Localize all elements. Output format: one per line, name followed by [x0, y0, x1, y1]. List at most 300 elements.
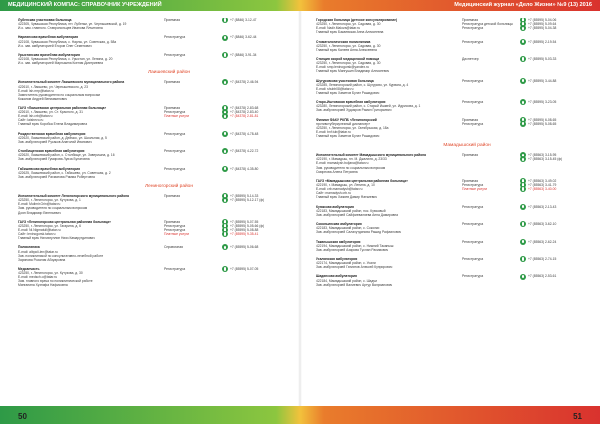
phone-row	[222, 167, 290, 171]
directory-entry	[18, 80, 290, 100]
role-label: Регистратура	[462, 257, 484, 261]
directory-entry	[316, 205, 588, 217]
phone-icon	[520, 99, 526, 105]
role-label: Регистратура	[462, 204, 484, 209]
entry-detail-line: E-mail: lsh.crb@tatar.ru	[18, 114, 53, 119]
entry-detail-line: 423250, г. Лениногорск, ул. Кутузова, д. 30	[18, 271, 83, 276]
phone-number[interactable]: +7 (85595) 5-06-68	[230, 245, 259, 250]
entry-phones	[222, 194, 290, 202]
role-label: Приемная	[462, 18, 479, 22]
entry-phones	[222, 80, 290, 84]
entry-detail-line: 422620, Лаишевский район, с. Столбище, ул. Заверишна, д. 16	[18, 153, 115, 158]
entry-detail-line: Главный врач Коробка Елена Владимировна	[18, 122, 88, 127]
phone-row	[520, 100, 588, 104]
phone-icon	[520, 156, 526, 162]
entry-detail-line: Сайт: leninogorsk.tatar.ru	[18, 232, 56, 237]
entry-detail-line: 422183, Мамадышский район, пос. Куюковый	[316, 208, 386, 213]
phone-number[interactable]: +7 (84378) 2-81-81	[230, 114, 259, 119]
phone-number[interactable]: +7 (85595) 5-03-33	[528, 57, 557, 62]
entry-info	[316, 18, 462, 34]
role-label: Регистратура	[462, 39, 484, 44]
entry-detail-line: Минганина Хузнифа Нафисовна	[18, 283, 68, 288]
role-label: Платные услуги	[164, 232, 190, 237]
phone-number[interactable]: +7 (84378) 4-35-80	[230, 166, 259, 171]
entry-detail-line: E-mail: shubh08@tatar.ru	[316, 86, 354, 91]
phone-row	[520, 26, 588, 30]
directory-entry	[18, 53, 290, 65]
institution-name: Шугуровская участковая больница	[316, 78, 374, 83]
entry-detail-line: 422625, Лаишевский район, с. Габишево, ул. Советская, д. 2	[18, 170, 111, 175]
entry-detail-line: Зав. поликлиникой по консультативно-лечебной работе	[18, 253, 104, 258]
entry-detail-line: Зав. амбулаторией Гатиятов Алексей Кунрирович	[316, 265, 393, 270]
entry-roles	[462, 118, 520, 126]
entry-detail-line: Зав. амбулаторией Худояров Рамил Григорьевич	[316, 108, 392, 113]
directory-entry	[316, 179, 588, 199]
role-label: Приемная	[164, 80, 181, 85]
phone-number[interactable]: +7 (85595) 3-44-88	[528, 78, 557, 83]
role-label: Регистратура	[462, 78, 484, 83]
directory-entry	[18, 132, 290, 144]
entry-detail-line: Главный врач Калеев Анна Алексеевна	[316, 47, 377, 52]
phone-icon	[520, 256, 526, 262]
phone-number[interactable]: +7 (85563) 2-74-15	[528, 257, 557, 261]
phone-icon	[520, 121, 526, 127]
phone-icon	[520, 78, 526, 84]
role-label: Регистратура	[164, 227, 186, 232]
directory-entry	[18, 35, 290, 47]
entry-phones	[520, 40, 588, 44]
phone-icon	[222, 231, 228, 237]
entry-info	[18, 245, 164, 261]
entry-detail-line: 422620, Лаишевский район, д. Деймос, ул. Школьная, д. 5	[18, 135, 107, 140]
entry-phones	[222, 267, 290, 271]
entry-phones	[520, 179, 588, 191]
entry-detail-line: Зав. амбулаторией Русаков Анатолий Иванович	[18, 139, 92, 144]
entry-detail-line: E-mail: lsh.mrp@tatar.ru	[18, 88, 54, 93]
entry-info	[18, 18, 164, 30]
entry-roles	[164, 80, 222, 84]
phone-icon	[222, 166, 228, 172]
phone-row	[520, 40, 588, 44]
entry-roles	[164, 167, 222, 171]
phone-icon	[520, 56, 526, 62]
phone-row	[520, 257, 588, 261]
phone-row	[222, 149, 290, 153]
phone-row	[520, 157, 588, 161]
entry-info	[316, 240, 462, 252]
entry-roles	[462, 179, 520, 191]
directory-entry	[316, 40, 588, 52]
entry-phones	[520, 205, 588, 209]
entry-detail-line: 422194, Мамадышский район, с. Нижний Таканыш	[316, 243, 394, 248]
entry-roles	[462, 274, 520, 278]
phone-number[interactable]: +7 (85595) 3-23-05	[528, 100, 557, 105]
entry-info	[316, 57, 462, 73]
phone-icon	[222, 18, 228, 23]
entry-detail-line: Доян Владимир Евгеньевич	[18, 210, 61, 215]
phone-number[interactable]: +7 (8846) 3-12-47	[230, 18, 257, 22]
entry-detail-line: 422610, г. Лаишево, ул. Ст. Красного, д. 31	[18, 110, 83, 115]
entry-detail-line: Зарипова Розалия Абзуаровна	[18, 257, 66, 262]
institution-name: Усалинская амбулатория	[316, 257, 358, 261]
entry-roles	[462, 57, 520, 61]
phone-number[interactable]: +7 (85595) 5-07-05	[230, 267, 259, 271]
entry-detail-line: Главный врач Бакаевская Анна Алексеевна	[316, 30, 384, 35]
institution-name: ГАУЗ «Мамадышская центральная районная больница»	[316, 178, 408, 183]
entry-info	[316, 179, 462, 199]
entry-phones	[222, 35, 290, 39]
entry-phones	[222, 245, 290, 249]
phone-icon	[222, 131, 228, 137]
entry-detail-line: 422190, г. Мамадыш, ул. Ленина, д. 10	[316, 183, 375, 188]
phone-number[interactable]: +7 (85595) 5-08-65	[528, 121, 557, 126]
phone-number[interactable]: +7 (85595) 2-19-54	[528, 39, 557, 44]
entry-detail-line: 423250, г. Лениногорск, ул. Октябрьская, д. 18а	[316, 125, 389, 130]
entry-detail-line: E-mail: smp.leninogorsk@yandex.ru	[316, 65, 370, 70]
directory-entry	[316, 222, 588, 234]
entry-detail-line: И.о. зав. амбулаторией Егоров Олег Семенович	[18, 43, 92, 48]
directory-entry	[316, 118, 588, 138]
institution-name: Старо-Иштовская врачебная амбулатория	[316, 100, 386, 105]
entry-detail-line: Зав. амбулаторией Салахутдинова Рашид Рафаэлович	[316, 230, 402, 235]
entry-info	[18, 149, 164, 161]
entry-info	[18, 80, 164, 100]
entry-detail-line: E-mail: Nadir.Malova@tatar.ru	[316, 26, 361, 31]
phone-icon	[222, 266, 228, 272]
entry-info	[316, 205, 462, 217]
entry-detail-line: Главный врач Хазиев Дамир Фаткиевич	[316, 195, 378, 200]
phone-number[interactable]: +7 (85563) 3-41-79	[528, 183, 557, 188]
entry-phones	[520, 222, 588, 226]
phone-row	[520, 240, 588, 244]
entry-phones	[222, 132, 290, 136]
directory-entry	[18, 18, 290, 30]
phone-icon	[222, 35, 228, 41]
entry-phones	[222, 167, 290, 171]
phone-row	[222, 53, 290, 57]
institution-name: Станция скорой медицинской помощи	[316, 57, 380, 62]
institution-name: Нарлинская врачебная амбулатория	[18, 35, 79, 40]
entry-info	[18, 53, 164, 65]
entry-phones	[520, 257, 588, 261]
entry-info	[316, 79, 462, 95]
entry-detail-line: Зав. амбулаторией Азарова Туслан Рахимович	[316, 247, 389, 252]
role-label: Платные услуги	[164, 114, 190, 119]
directory-entry	[18, 245, 290, 261]
entry-roles	[462, 240, 520, 244]
phone-icon	[520, 204, 526, 210]
institution-name: Куюкская амбулатория	[316, 204, 354, 209]
role-label: Платные услуги	[462, 187, 488, 192]
institution-name: Таканышская амбулатория	[316, 239, 361, 244]
role-label: Регистратура	[462, 239, 484, 244]
phone-icon	[222, 197, 228, 203]
entry-roles	[164, 267, 222, 271]
entry-phones	[222, 220, 290, 236]
phone-row	[520, 205, 588, 209]
entry-info	[18, 35, 164, 47]
entry-detail-line: E-mail: albpoli-len@tatar.ru	[18, 249, 58, 254]
entry-phones	[520, 240, 588, 244]
institution-name: Стоматологическая поликлиника	[316, 39, 371, 44]
phone-icon	[222, 148, 228, 154]
phone-row	[222, 132, 290, 136]
phone-icon	[520, 25, 526, 31]
entry-detail-line: 422174, Мамадышский район, с. Усали	[316, 261, 376, 266]
left-page	[18, 18, 290, 402]
entry-info	[316, 153, 462, 173]
entry-roles	[164, 18, 222, 22]
entry-detail-line: 422184, Мамадышский район, с. Шадчи	[316, 278, 377, 283]
phone-row	[222, 245, 290, 249]
district-heading: Мамадышский район	[443, 143, 491, 149]
institution-name: Лубенская участковая больница	[18, 18, 72, 22]
role-label: Регистратура	[164, 223, 186, 228]
entry-roles	[462, 153, 520, 157]
entry-roles	[462, 40, 520, 44]
role-label: Регистратура	[164, 166, 186, 171]
phone-row	[222, 232, 290, 236]
entry-roles	[164, 132, 222, 136]
phone-number[interactable]: +7 (84378) 2-46-94	[230, 80, 259, 85]
role-label: Регистратура	[164, 131, 186, 136]
phone-number[interactable]: +7 (85595) 5-05-66 (ф)	[230, 223, 265, 228]
entry-roles	[164, 194, 222, 198]
role-label: Регистратура	[164, 110, 186, 115]
entry-info	[18, 220, 164, 240]
district-heading: Лениногорский район	[145, 184, 193, 190]
entry-detail-line: 422305, Чувашская Республика, пгт. Лубенки, ул. Чернышевской, д. 19	[18, 22, 127, 27]
role-label: Справочная	[164, 245, 183, 250]
phone-number[interactable]: +7 (85595) 5-04-06	[528, 18, 557, 22]
entry-detail-line: Сайт: laishevo.ru	[18, 118, 44, 123]
institution-name: ГАУЗ «Лениногорская центральная районная больница»	[18, 219, 111, 224]
entry-detail-line: 423285, Лениногорский район, с. Шугурово, ул. Курвага, д. 4	[316, 82, 409, 87]
role-label: Регистратура	[462, 121, 484, 126]
directory-entry	[316, 257, 588, 269]
phone-row	[520, 187, 588, 191]
entry-detail-line: E-mail: Mulimir.Grin@tatar.ru	[18, 202, 61, 207]
entry-detail-line: 423250, г. Лениногорск, ул. Садовая, д. 30	[316, 61, 381, 66]
directory-entry	[18, 149, 290, 161]
entry-info	[18, 106, 164, 126]
entry-roles	[164, 149, 222, 153]
entry-detail-line: Главный врач Нигматуллин Нияз Камарутдинович	[18, 236, 95, 241]
role-label: Регистратура	[164, 52, 186, 57]
directory-entry	[316, 100, 588, 112]
phone-number[interactable]: +7 (85595) 5-09-64	[528, 22, 557, 27]
role-label: Приемная	[164, 194, 181, 199]
entry-phones	[520, 18, 588, 30]
phone-number[interactable]: +7 (85595) 5-14-33	[230, 194, 259, 199]
phone-number[interactable]: +7 (84378) 4-78-48	[230, 131, 259, 136]
entry-detail-line: противотуберкулезный диспансер»	[316, 121, 371, 126]
institution-name: Урыстанская врачебная амбулатория	[18, 52, 80, 57]
phone-number[interactable]: +7 (84378) 4-22-72	[230, 149, 259, 154]
phone-row	[222, 80, 290, 84]
phone-number[interactable]: +7 (84378) 2-83-68	[230, 106, 259, 111]
entry-detail-line: 422108, Чувашская Республика, с. Нарлы, ул. Советская, д. 58а	[18, 39, 117, 44]
entry-roles	[462, 79, 520, 83]
phone-number[interactable]: +7 (85563) 2-53-61	[528, 274, 557, 279]
institution-name: Столбищенская врачебная амбулатория	[18, 149, 85, 154]
directory-entry	[316, 153, 588, 173]
entry-detail-line: Зам. главного врача по поликлинической работе	[18, 279, 93, 284]
entry-detail-line: И.о. зав. амбулаторией Маргыкина Ксения Дмитриевна	[18, 61, 104, 66]
entry-info	[18, 167, 164, 179]
role-label: Диспетчер	[462, 57, 479, 62]
phone-number[interactable]: +7 (85595) 5-04-38	[528, 26, 557, 31]
entry-detail-line: Смирнова Алена Петровна	[316, 169, 358, 174]
phone-number[interactable]: +7 (85595) 6-08-65	[528, 117, 557, 122]
entry-detail-line: Кожанов Андрей Вениаминович	[18, 96, 68, 101]
directory-entry	[18, 267, 290, 287]
directory-entry	[316, 57, 588, 73]
entry-detail-line: 422183, Мамадышский район, с. Соколки	[316, 226, 380, 231]
entry-phones	[520, 79, 588, 83]
phone-row	[520, 274, 588, 278]
directory-entry	[316, 18, 588, 34]
entry-phones	[222, 53, 290, 57]
phone-icon	[222, 244, 228, 250]
role-label: Регистратура	[462, 222, 484, 227]
phone-icon	[520, 221, 526, 227]
entry-roles	[462, 18, 520, 30]
entry-detail-line: 423250, г. Лениногорск, ул. Садовая, д. 30	[316, 43, 381, 48]
right-page	[316, 18, 588, 402]
role-label: Приемная	[462, 117, 479, 122]
phone-row	[520, 222, 588, 226]
entry-detail-line: Зав. амбулаторией Валиевич Артур Валрианович	[316, 282, 393, 287]
phone-number[interactable]: +7 (8846) 3-62-44	[230, 35, 257, 40]
entry-info	[18, 132, 164, 144]
entry-detail-line: E-mail: bnf.tub@tatar.ru	[316, 129, 351, 134]
entry-detail-line: Главный врач Хаметов Булат Рашидович	[316, 90, 380, 95]
role-label: Регистратура	[462, 26, 484, 31]
directory-entry	[18, 106, 290, 126]
entry-roles	[462, 205, 520, 209]
entry-detail-line: 423250, г. Лениногорск, ул. Гагарина, д. 6	[18, 223, 81, 228]
phone-number[interactable]: +7 (85595) 5-07-55	[230, 219, 259, 224]
entry-detail-line: 423280, Лениногорский район, с. Старый Ишмей, ул. Идрисова, д. 1	[316, 104, 421, 109]
entry-roles	[164, 53, 222, 57]
entry-roles	[462, 222, 520, 226]
directory-entry	[18, 220, 290, 240]
entry-roles	[164, 35, 222, 39]
institution-name: Исполнительный комитет Лениногорского муниципального района	[18, 194, 130, 199]
directory-entry	[316, 274, 588, 286]
phone-row	[222, 35, 290, 39]
phone-row	[520, 79, 588, 83]
phone-number[interactable]: +7 (85595) 9-35-41	[230, 232, 259, 237]
role-label: Регистратура	[462, 274, 484, 279]
entry-info	[316, 100, 462, 112]
role-label: Приемная	[462, 153, 479, 158]
institution-name: ГАУЗ «Лаишевская центральная районная больница»	[18, 106, 107, 111]
entry-detail-line: Зав. амбулаторией Рахматова Римма Робертовна	[18, 174, 95, 179]
entry-detail-line: E-mail: medsch.o@tatar.ru	[18, 275, 58, 280]
role-label: Приемная	[164, 219, 181, 224]
institution-name: Рождественская врачебная амбулатория	[18, 131, 86, 136]
phone-row	[520, 122, 588, 126]
institution-name: Городская больница (детское консультирование)	[316, 18, 398, 22]
phone-number[interactable]: +7 (85563) 3-15-45 (ф)	[528, 157, 563, 162]
directory-entry	[316, 79, 588, 95]
directory-entry	[316, 240, 588, 252]
entry-roles	[164, 106, 222, 118]
role-label: Регистратура	[164, 267, 186, 271]
entry-phones	[222, 149, 290, 153]
entry-info	[316, 257, 462, 269]
phone-number[interactable]: +7 (85563) 3-15-95	[528, 153, 557, 158]
institution-name: Габишевская врачебная амбулатория	[18, 166, 81, 171]
entry-detail-line: Зав. амбулаторией Гумирова Луиза Булатовна	[18, 157, 90, 162]
entry-info	[316, 222, 462, 234]
phone-number[interactable]: +7 (85563) 3-62-10	[528, 222, 557, 227]
entry-detail-line: Зав. амбулаторией Сайфиеваляева Анна Дамировна	[316, 212, 398, 217]
entry-detail-line: Заместитель руководителя по социальным вопросам	[18, 92, 100, 97]
phone-number[interactable]: +7 (85563) 2-62-24	[528, 239, 557, 244]
phone-number[interactable]: +7 (85563) 2-13-43	[528, 204, 557, 209]
phone-icon	[520, 239, 526, 245]
phone-row	[222, 114, 290, 118]
entry-info	[18, 194, 164, 214]
entry-detail-line: 423250, г. Лениногорск, ул. Кутузова, д. 1	[18, 198, 81, 203]
phone-number[interactable]: +7 (85563) 3-49-02	[528, 178, 557, 183]
entry-phones	[520, 153, 588, 161]
phone-number[interactable]: +7 (8846) 3-91-34	[230, 52, 257, 57]
institution-name: Исполнительный комитет Лаишевского муниципального района	[18, 80, 125, 85]
phone-number[interactable]: +7 (84378) 2-83-40	[230, 110, 259, 115]
phone-number[interactable]: +7 (85563) 3-40-00	[528, 187, 557, 192]
entry-info	[316, 118, 462, 138]
entry-phones	[520, 118, 588, 126]
entry-detail-line: E-mail: crb.mamadysh@tatar.ru	[316, 187, 363, 192]
entry-roles	[164, 245, 222, 249]
entry-roles	[462, 100, 520, 104]
entry-detail-line: Главный врач Хаметов Булат Рашидович	[316, 134, 380, 138]
right-header-title: Медицинский журнал «Дело Жизни» №9 (13) 2016	[454, 2, 592, 8]
entry-detail-line: 422190, г. Мамадыш, пл. М. Джалиля, д. 23/33	[316, 157, 387, 162]
phone-number[interactable]: +7 (85595) 5-12-17 (ф)	[230, 198, 265, 203]
entry-detail-line: Сайт: mamadysh.crb.ru	[316, 191, 351, 196]
entry-detail-line: Зам. руководителя по социальным вопросам	[316, 165, 386, 170]
phone-icon	[520, 39, 526, 45]
institution-name: Филиал ФАКУ РКПБ «Лениногорский	[316, 117, 377, 122]
entry-detail-line: E-mail: Ni.Nigmatull@tatar.ru	[18, 227, 61, 232]
role-label: Регистратура	[164, 149, 186, 154]
phone-icon	[222, 113, 228, 119]
phone-number[interactable]: +7 (85595) 5-08-88	[230, 227, 259, 232]
entry-detail-line: И.о. зам. главного. Ставропольцев Иванова Ялчитовна	[18, 26, 103, 31]
directory-entry	[18, 167, 290, 179]
entry-info	[18, 267, 164, 287]
role-label: Приемная	[164, 106, 181, 111]
left-page-number: 50	[18, 412, 27, 421]
phone-row	[222, 267, 290, 271]
entry-roles	[462, 257, 520, 261]
institution-name: Исполнительный комитет Мамадышского муниципального района	[316, 153, 426, 158]
district-heading: Лаишевский район	[147, 70, 191, 76]
role-label: Регистратура	[462, 100, 484, 105]
phone-row	[222, 198, 290, 202]
entry-detail-line: 422610, г. Лаишево, ул. Чернышевского, д. 23	[18, 84, 88, 89]
role-label: Регистратура	[164, 35, 186, 40]
phone-icon	[520, 274, 526, 280]
entry-detail-line: 422108, Чувашская Республика, с. Урыстан, ул. Ленина, д. 20	[18, 57, 113, 62]
institution-name: Поликлиника	[18, 245, 40, 250]
entry-phones	[222, 18, 290, 22]
